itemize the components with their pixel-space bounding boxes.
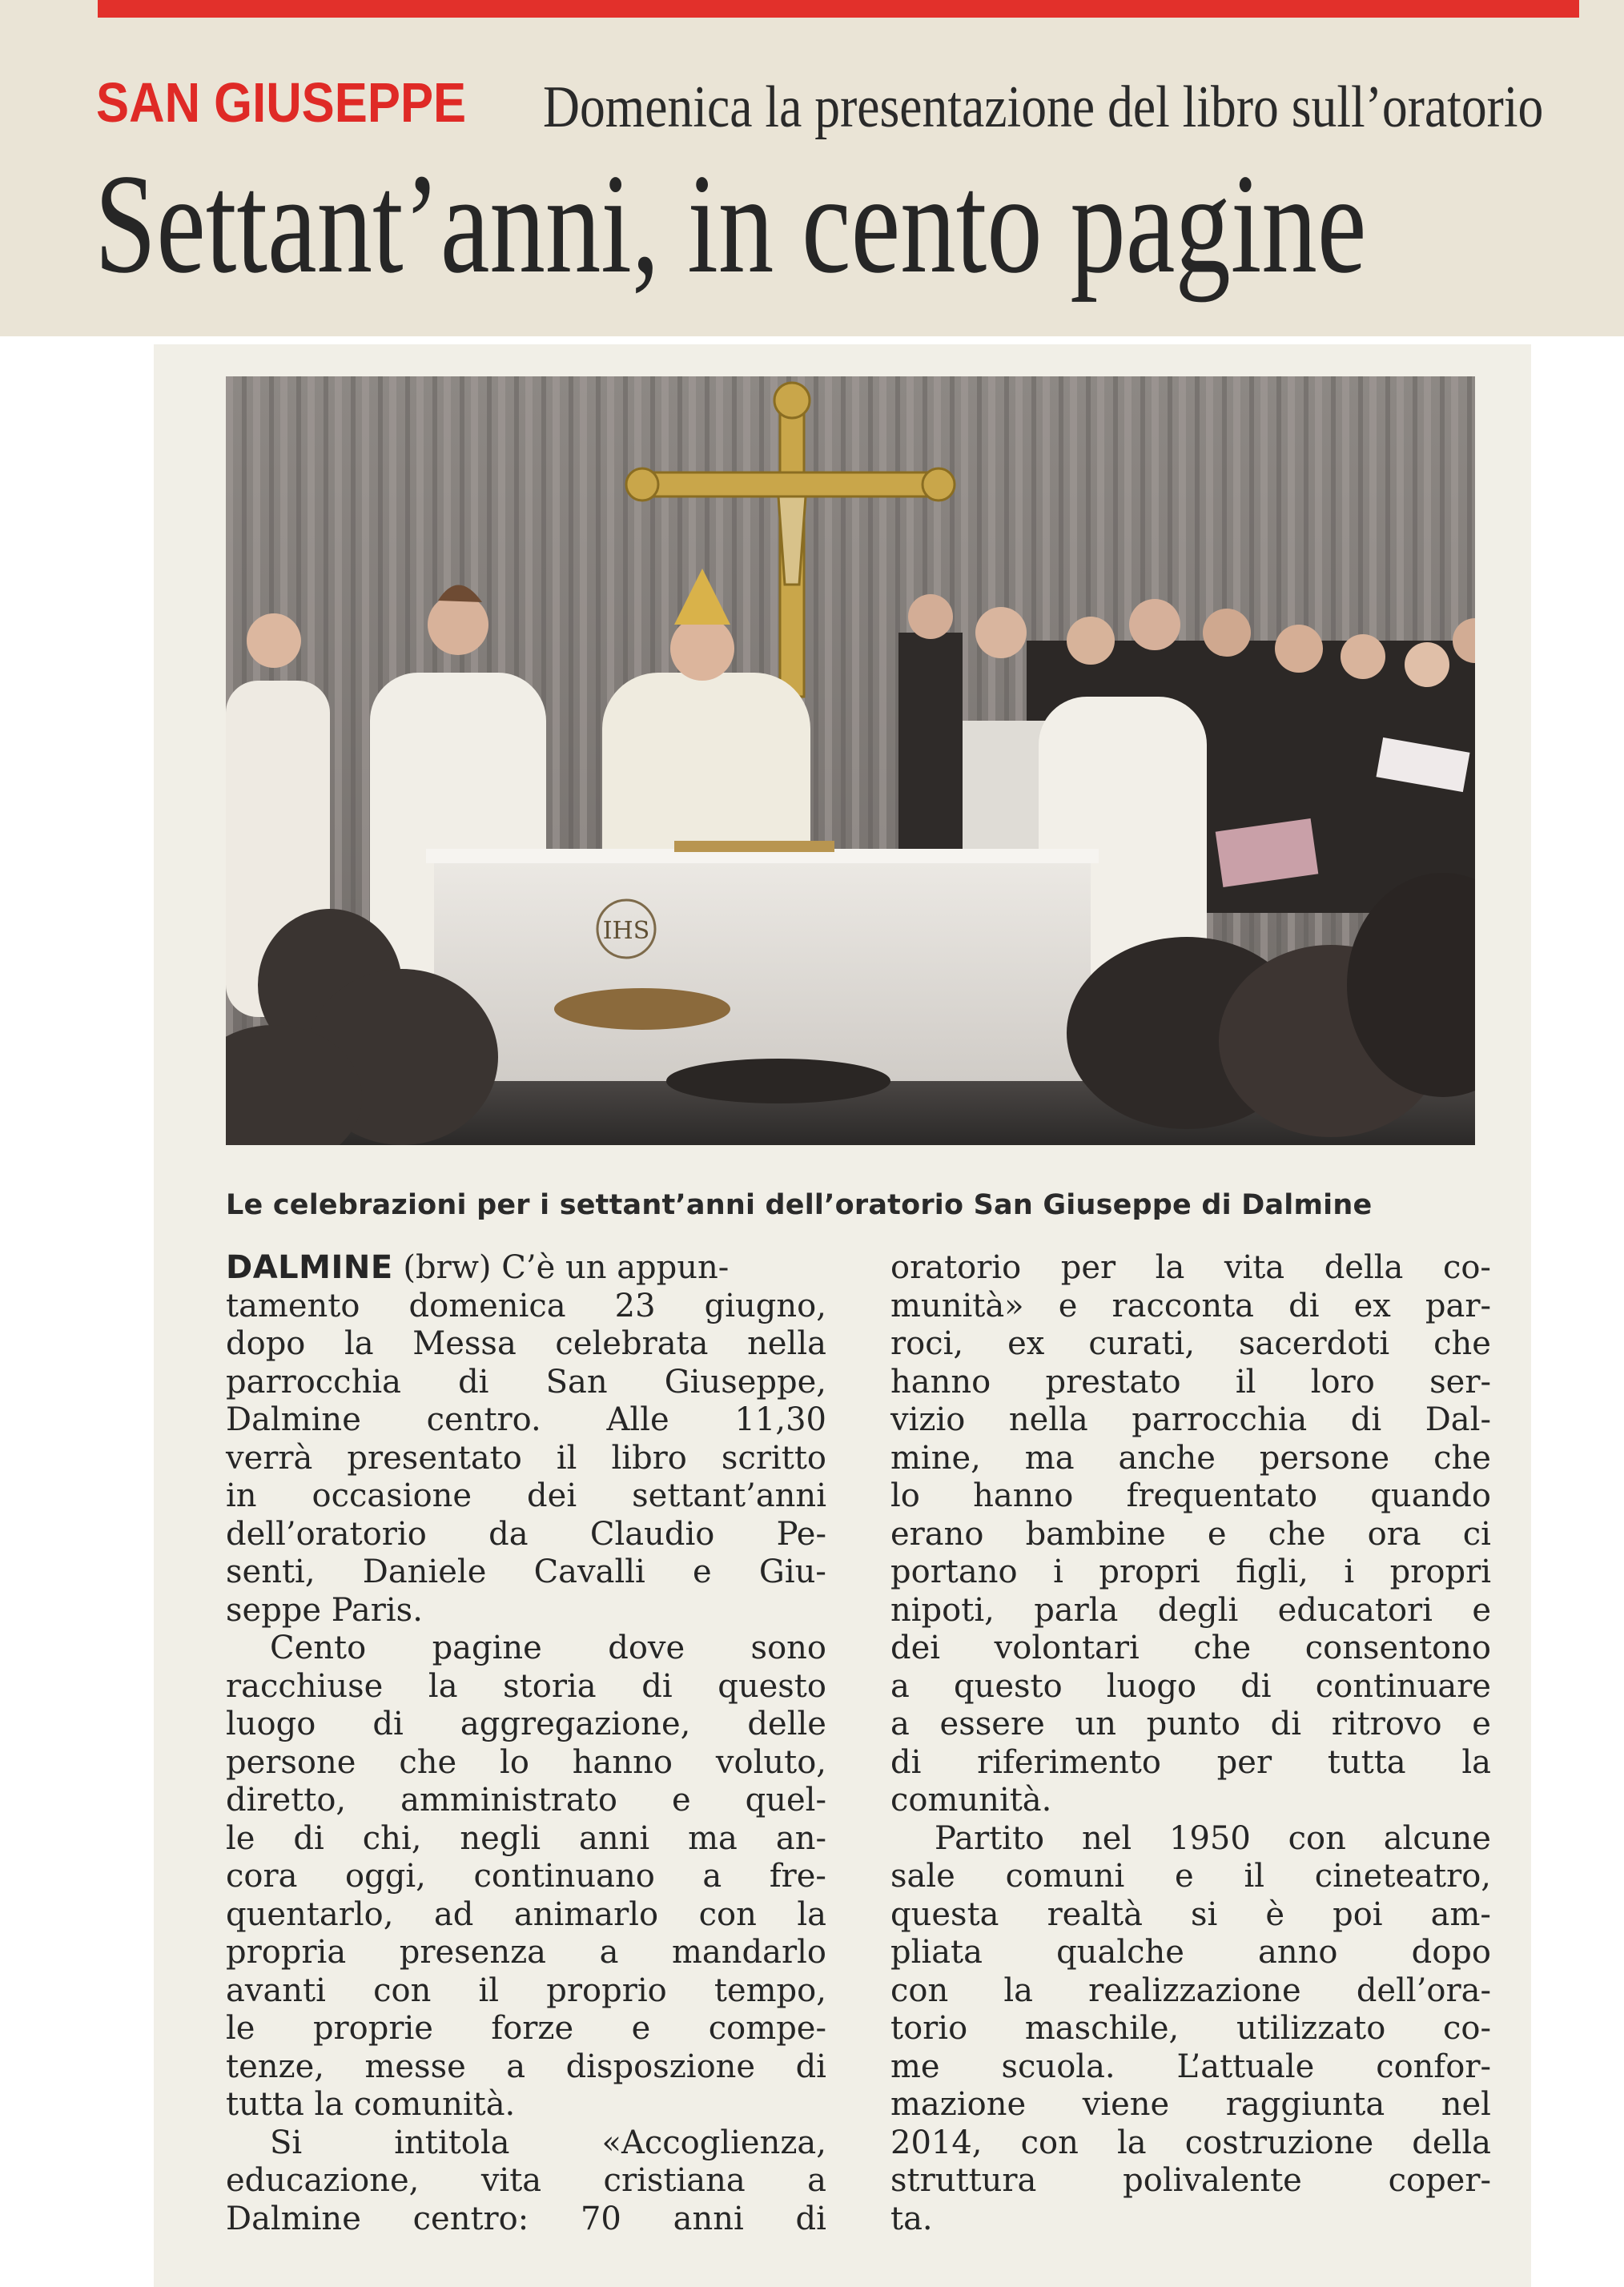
article-word: propri bbox=[1389, 1553, 1491, 1590]
article-word: persone bbox=[226, 1743, 356, 1781]
article-word: nella bbox=[747, 1325, 826, 1362]
article-word: e bbox=[693, 1553, 712, 1590]
article-word: prestato bbox=[1045, 1363, 1181, 1401]
article-word: oggi, bbox=[345, 1858, 426, 1895]
article-word: anno bbox=[1258, 1934, 1338, 1971]
article-word: Dalmine bbox=[226, 1401, 361, 1438]
article-word: lo bbox=[890, 1477, 920, 1514]
altar bbox=[426, 841, 1099, 1089]
article-word: scuola. bbox=[1001, 2048, 1115, 2085]
article-word: an- bbox=[775, 1819, 826, 1857]
article-line bbox=[890, 1820, 1491, 1859]
article-word: e bbox=[1472, 1591, 1491, 1629]
article-word: che bbox=[1268, 1515, 1326, 1553]
article-word: dopo bbox=[1411, 1934, 1491, 1971]
article-word: vizio bbox=[890, 1401, 966, 1438]
article-word: costruzione bbox=[1184, 2124, 1374, 2161]
article-line bbox=[890, 1668, 1491, 1706]
article-line bbox=[226, 1364, 826, 1402]
article-word: pagine bbox=[432, 1630, 542, 1666]
article-word: hanno bbox=[572, 1743, 673, 1781]
article-line bbox=[890, 1553, 1491, 1592]
article-word: sale bbox=[890, 1858, 955, 1895]
article-word: parrocchia bbox=[226, 1363, 401, 1401]
article-word: in bbox=[226, 1477, 257, 1514]
article-word: educazione, bbox=[226, 2162, 420, 2199]
article-word: confor- bbox=[1376, 2048, 1491, 2085]
article-line bbox=[226, 1744, 826, 1783]
article-word: dei bbox=[890, 1630, 941, 1666]
article-word: e bbox=[631, 2010, 651, 2047]
article-word: disposzione bbox=[565, 2048, 756, 2085]
dateline: DALMINE bbox=[226, 1249, 393, 1286]
article-word: e bbox=[1207, 1515, 1227, 1553]
article-word: Cento bbox=[270, 1630, 367, 1666]
article-word: realtà bbox=[1047, 1895, 1143, 1933]
article-word: San bbox=[545, 1363, 608, 1401]
article-word: torio bbox=[890, 2010, 968, 2047]
article-word: della bbox=[1412, 2124, 1491, 2161]
article-line bbox=[226, 1668, 826, 1706]
article-line bbox=[890, 1364, 1491, 1402]
article-line bbox=[890, 1477, 1491, 1516]
article-word: di bbox=[795, 2200, 826, 2237]
article-line bbox=[890, 1706, 1491, 1744]
article-line bbox=[226, 2201, 826, 2239]
article-word: avanti bbox=[226, 1971, 326, 2009]
article-line bbox=[890, 1592, 1491, 1630]
article-word: Dal- bbox=[1425, 1401, 1491, 1438]
article-word: 2014, bbox=[890, 2124, 983, 2161]
celebration-photo bbox=[226, 376, 1475, 1145]
article-word: con bbox=[1020, 2124, 1079, 2161]
article-line bbox=[890, 1858, 1491, 1896]
article-word: libro bbox=[611, 1439, 687, 1477]
article-line bbox=[890, 1288, 1491, 1326]
article-line bbox=[890, 2010, 1491, 2048]
article-line bbox=[890, 2048, 1491, 2087]
article-word: tutta bbox=[1327, 1743, 1406, 1781]
article-word: ora bbox=[1367, 1515, 1421, 1553]
article-word: consentono bbox=[1304, 1630, 1491, 1666]
article-word: luogo bbox=[226, 1706, 316, 1742]
article-word: raggiunta bbox=[1225, 2086, 1385, 2123]
article-word: mine, bbox=[890, 1439, 981, 1477]
article-word: coper- bbox=[1388, 2162, 1491, 2199]
article-word: erano bbox=[890, 1515, 984, 1553]
article-line bbox=[226, 1288, 826, 1326]
article-word: il bbox=[478, 1971, 500, 2009]
article-word: intitola bbox=[394, 2124, 510, 2161]
article-word: bambine bbox=[1025, 1515, 1166, 1553]
article-word: continuare bbox=[1315, 1667, 1491, 1705]
article-word: le bbox=[226, 1819, 255, 1857]
article-word: continuano bbox=[473, 1858, 655, 1895]
article-word: Si bbox=[270, 2124, 303, 2161]
article-word: me bbox=[890, 2048, 940, 2085]
article-word: e bbox=[1058, 1287, 1078, 1324]
article-word: la bbox=[1155, 1249, 1185, 1286]
article-word: parla bbox=[1034, 1591, 1119, 1629]
article-word: quentarlo, bbox=[226, 1895, 394, 1933]
article-word: di bbox=[1240, 1667, 1272, 1705]
article-word: persone bbox=[1259, 1439, 1390, 1477]
article-line bbox=[890, 1516, 1491, 1554]
article-word: cora bbox=[226, 1858, 298, 1895]
article-word: Alle bbox=[606, 1401, 669, 1438]
article-word: Claudio bbox=[589, 1515, 715, 1553]
article-word: degli bbox=[1157, 1591, 1239, 1629]
article-word: lo bbox=[500, 1743, 529, 1781]
article-line bbox=[226, 1553, 826, 1592]
article-word: struttura bbox=[890, 2162, 1037, 2199]
article-word: comuni bbox=[1005, 1858, 1125, 1895]
article-word: nipoti, bbox=[890, 1591, 995, 1629]
article-word: aggregazione, bbox=[460, 1706, 691, 1742]
article-line bbox=[226, 1896, 826, 1935]
article-word: dei bbox=[527, 1477, 577, 1514]
article-word: di bbox=[458, 1363, 489, 1401]
article-word: proprio bbox=[546, 1971, 667, 2009]
article-word: par- bbox=[1425, 1287, 1491, 1324]
article-word: co- bbox=[1442, 1249, 1491, 1286]
article-word: che bbox=[399, 1743, 457, 1781]
article-word: ritrovo bbox=[1331, 1706, 1442, 1742]
article-word: di bbox=[1270, 1706, 1302, 1742]
article-word: ser- bbox=[1429, 1363, 1491, 1401]
article-word: ci bbox=[1462, 1515, 1491, 1553]
article-line bbox=[890, 2162, 1491, 2201]
article-word: il bbox=[556, 1439, 577, 1477]
article-word: alcune bbox=[1383, 1819, 1491, 1857]
article-word: dell’ora- bbox=[1356, 1971, 1491, 2009]
article-word: ex bbox=[1353, 1287, 1391, 1324]
article-word: Cavalli bbox=[533, 1553, 645, 1590]
text-column-right bbox=[890, 1249, 1491, 2238]
article-word: proprie bbox=[312, 2010, 433, 2047]
article-word: tempo, bbox=[714, 1971, 826, 2009]
article-word: di bbox=[641, 1667, 673, 1705]
article-word: con bbox=[373, 1971, 432, 2009]
article-word: forze bbox=[491, 2010, 574, 2047]
article-line bbox=[226, 1858, 826, 1896]
article-word: e bbox=[1472, 1706, 1491, 1742]
article-line bbox=[226, 1706, 826, 1744]
article-word: con bbox=[890, 1971, 949, 2009]
article-word: L’attuale bbox=[1176, 2048, 1315, 2085]
article-word: animarlo bbox=[513, 1895, 659, 1933]
red-rule bbox=[98, 0, 1579, 18]
article-word: per bbox=[1216, 1743, 1272, 1781]
photo-illustration bbox=[226, 376, 1475, 1145]
article-word: nel bbox=[1441, 2086, 1491, 2123]
article-line: comunità. bbox=[890, 1782, 1052, 1819]
article-word: diretto, bbox=[226, 1782, 347, 1819]
article-word: realizzazione bbox=[1088, 1971, 1301, 2009]
article-word: cineteatro, bbox=[1314, 1858, 1491, 1895]
article-word: a bbox=[506, 2048, 526, 2085]
article-word: pliata bbox=[890, 1934, 983, 1971]
article-word: racchiuse bbox=[226, 1667, 384, 1705]
article-line bbox=[226, 1401, 826, 1440]
article-word: questo bbox=[718, 1667, 826, 1705]
article-word: scritto bbox=[721, 1439, 826, 1477]
article-line: seppe Paris. bbox=[226, 1591, 423, 1629]
article-word: dell’oratorio bbox=[226, 1515, 427, 1553]
article-word: tamento bbox=[226, 1287, 360, 1324]
article-word: vita bbox=[1224, 1249, 1285, 1286]
article-line bbox=[226, 2162, 826, 2201]
article-clipping bbox=[154, 344, 1531, 2287]
article-word: oratorio bbox=[890, 1249, 1022, 1286]
article-word: tenze, bbox=[226, 2048, 324, 2085]
article-line bbox=[890, 2124, 1491, 2163]
article-word: Dalmine bbox=[226, 2200, 361, 2237]
article-word: munità» bbox=[890, 1287, 1024, 1324]
article-word: di bbox=[1288, 1287, 1320, 1324]
svg-text:IHS: IHS bbox=[602, 917, 650, 945]
article-word: nella bbox=[1008, 1401, 1088, 1438]
article-word: di bbox=[795, 2048, 826, 2085]
article-word: sono bbox=[750, 1630, 826, 1666]
article-word: di bbox=[890, 1743, 922, 1781]
article-word: anni bbox=[673, 2200, 744, 2237]
article-word: propria bbox=[226, 1934, 347, 1971]
article-word: la bbox=[1003, 1971, 1033, 2009]
article-word: ma bbox=[688, 1819, 738, 1857]
article-word: la bbox=[1461, 1743, 1491, 1781]
article-word: viene bbox=[1082, 2086, 1170, 2123]
article-word: compe- bbox=[708, 2010, 826, 2047]
article-word: celebrata bbox=[555, 1325, 709, 1362]
article-word: curati, bbox=[1088, 1325, 1196, 1362]
article-word: un bbox=[1075, 1706, 1116, 1742]
article-word: racconta bbox=[1111, 1287, 1255, 1324]
article-word: anni bbox=[578, 1819, 650, 1857]
article-line bbox=[226, 1477, 826, 1516]
article-word: giugno, bbox=[704, 1287, 826, 1324]
article-word: 70 bbox=[580, 2200, 621, 2237]
article-word: senti, bbox=[226, 1553, 316, 1590]
text-column-left bbox=[226, 1249, 826, 2238]
article-word: utilizzato bbox=[1236, 2010, 1386, 2047]
article-word: delle bbox=[747, 1706, 826, 1742]
article-word: maschile, bbox=[1024, 2010, 1180, 2047]
article-word: è bbox=[1265, 1895, 1285, 1933]
article-word: fre- bbox=[769, 1858, 826, 1895]
article-word: ex bbox=[1007, 1325, 1045, 1362]
article-line bbox=[226, 1249, 826, 1288]
article-word: riferimento bbox=[977, 1743, 1161, 1781]
article-word: di bbox=[372, 1706, 404, 1742]
subheadline: Domenica la presentazione del libro sull’oratorio bbox=[543, 74, 1544, 140]
article-word: Giuseppe, bbox=[664, 1363, 826, 1401]
article-word: mandarlo bbox=[671, 1934, 826, 1971]
article-line: ta. bbox=[890, 2200, 933, 2237]
article-word: che bbox=[1433, 1325, 1491, 1362]
article-word: la bbox=[344, 1325, 374, 1362]
article-word: 11,30 bbox=[734, 1401, 826, 1438]
article-word: a bbox=[599, 1934, 619, 1971]
article-line bbox=[890, 1325, 1491, 1364]
article-word: le bbox=[226, 2010, 255, 2047]
article-line bbox=[890, 1440, 1491, 1478]
article-word: hanno bbox=[890, 1363, 991, 1401]
headline-strip bbox=[0, 0, 1624, 336]
article-line: tutta la comunità. bbox=[226, 2086, 516, 2123]
article-word: polivalente bbox=[1123, 2162, 1302, 2199]
article-word: presentato bbox=[347, 1439, 522, 1477]
article-word: a bbox=[890, 1667, 910, 1705]
article-line bbox=[226, 1820, 826, 1859]
article-line bbox=[890, 1249, 1491, 1288]
article-line bbox=[226, 1782, 826, 1820]
article-word: ma bbox=[1024, 1439, 1075, 1477]
photo-caption: Le celebrazioni per i settant’anni dell’oratorio San Giuseppe di Dalmine bbox=[226, 1189, 1373, 1221]
article-word: da bbox=[488, 1515, 529, 1553]
article-word: che bbox=[1193, 1630, 1252, 1666]
article-line bbox=[226, 1440, 826, 1478]
article-word: Daniele bbox=[362, 1553, 487, 1590]
article-line bbox=[226, 1516, 826, 1554]
article-line bbox=[890, 1896, 1491, 1935]
article-line bbox=[890, 1630, 1491, 1668]
article-word: parrocchia bbox=[1132, 1401, 1308, 1438]
article-word: negli bbox=[460, 1819, 541, 1857]
article-word: figli, bbox=[1236, 1553, 1308, 1590]
article-line bbox=[226, 1325, 826, 1364]
article-word: hanno bbox=[973, 1477, 1074, 1514]
article-word: voluto, bbox=[715, 1743, 826, 1781]
article-word: dove bbox=[608, 1630, 685, 1666]
article-word: poi bbox=[1333, 1895, 1383, 1933]
article-line bbox=[226, 1934, 826, 1972]
article-word: settant’anni bbox=[632, 1477, 826, 1514]
article-word: co- bbox=[1443, 2010, 1491, 2047]
article-word: si bbox=[1190, 1895, 1218, 1933]
article-line bbox=[890, 2086, 1491, 2124]
article-word: centro. bbox=[426, 1401, 541, 1438]
article-word: loro bbox=[1310, 1363, 1375, 1401]
article-word: 23 bbox=[614, 1287, 656, 1324]
article-word: mazione bbox=[890, 2086, 1027, 2123]
article-word: educatori bbox=[1277, 1591, 1433, 1629]
article-word: storia bbox=[503, 1667, 597, 1705]
article-line bbox=[890, 1744, 1491, 1783]
article-word: Partito bbox=[935, 1819, 1045, 1857]
article-word: cristiana bbox=[603, 2162, 746, 2199]
article-line bbox=[226, 1972, 826, 2011]
article-word: messe bbox=[364, 2048, 466, 2085]
article-word: e bbox=[1175, 1858, 1194, 1895]
article-word: i bbox=[1344, 1553, 1355, 1590]
article-word: «Accoglienza, bbox=[601, 2124, 826, 2161]
article-word: di bbox=[1350, 1401, 1382, 1438]
article-word: Pe- bbox=[776, 1515, 826, 1553]
article-word: amministrato bbox=[400, 1782, 617, 1819]
article-word: a bbox=[702, 1858, 722, 1895]
article-word: volontari bbox=[994, 1630, 1140, 1666]
article-word: con bbox=[698, 1895, 757, 1933]
article-word: quel- bbox=[745, 1782, 826, 1819]
article-word: e bbox=[671, 1782, 691, 1819]
article-line bbox=[226, 1630, 826, 1668]
article-word: questo bbox=[953, 1667, 1063, 1705]
article-word: della bbox=[1324, 1249, 1404, 1286]
article-word: roci, bbox=[890, 1325, 964, 1362]
section-kicker: SAN GIUSEPPE bbox=[96, 71, 467, 134]
article-word: am- bbox=[1430, 1895, 1491, 1933]
article-word: luogo bbox=[1106, 1667, 1197, 1705]
article-word: occasione bbox=[312, 1477, 472, 1514]
article-word: qualche bbox=[1056, 1934, 1184, 1971]
article-word: presenza bbox=[399, 1934, 547, 1971]
article-word: verrà bbox=[226, 1439, 313, 1477]
article-word: centro: bbox=[412, 2200, 529, 2237]
article-line bbox=[226, 2010, 826, 2048]
article-word: frequentato bbox=[1126, 1477, 1318, 1514]
article-word: dopo bbox=[226, 1325, 306, 1362]
article-word: a bbox=[807, 2162, 826, 2199]
article-word: anche bbox=[1118, 1439, 1216, 1477]
article-word: questa bbox=[890, 1895, 999, 1933]
article-word: di bbox=[293, 1819, 324, 1857]
article-word: vita bbox=[480, 2162, 542, 2199]
article-word: Giu- bbox=[758, 1553, 826, 1590]
article-word: che bbox=[1433, 1439, 1491, 1477]
article-line bbox=[226, 2124, 826, 2163]
article-word: con bbox=[1288, 1819, 1346, 1857]
article-word: quando bbox=[1370, 1477, 1491, 1514]
article-word: il bbox=[1235, 1363, 1256, 1401]
article-word: 1950 bbox=[1169, 1819, 1251, 1857]
article-line bbox=[890, 1934, 1491, 1972]
article-word: punto bbox=[1146, 1706, 1240, 1742]
article-word: la bbox=[1117, 2124, 1147, 2161]
article-word: chi, bbox=[362, 1819, 422, 1857]
article-word: ad bbox=[433, 1895, 474, 1933]
article-word: propri bbox=[1099, 1553, 1200, 1590]
article-line-text: (brw) C’è un appun- bbox=[392, 1249, 730, 1286]
article-word: sacerdoti bbox=[1239, 1325, 1390, 1362]
article-word: il bbox=[1244, 1858, 1265, 1895]
article-word: la bbox=[428, 1667, 458, 1705]
article-word: a bbox=[890, 1706, 910, 1742]
headline: Settant’anni, in cento pagine bbox=[94, 144, 1367, 303]
article-word: Messa bbox=[412, 1325, 517, 1362]
article-word: i bbox=[1053, 1553, 1063, 1590]
article-line bbox=[890, 1401, 1491, 1440]
article-word: per bbox=[1060, 1249, 1116, 1286]
article-word: essere bbox=[939, 1706, 1045, 1742]
article-word: domenica bbox=[408, 1287, 566, 1324]
article-line bbox=[226, 2048, 826, 2087]
article-word: la bbox=[797, 1895, 826, 1933]
article-line bbox=[890, 1972, 1491, 2011]
article-word: portano bbox=[890, 1553, 1018, 1590]
article-word: nel bbox=[1081, 1819, 1132, 1857]
